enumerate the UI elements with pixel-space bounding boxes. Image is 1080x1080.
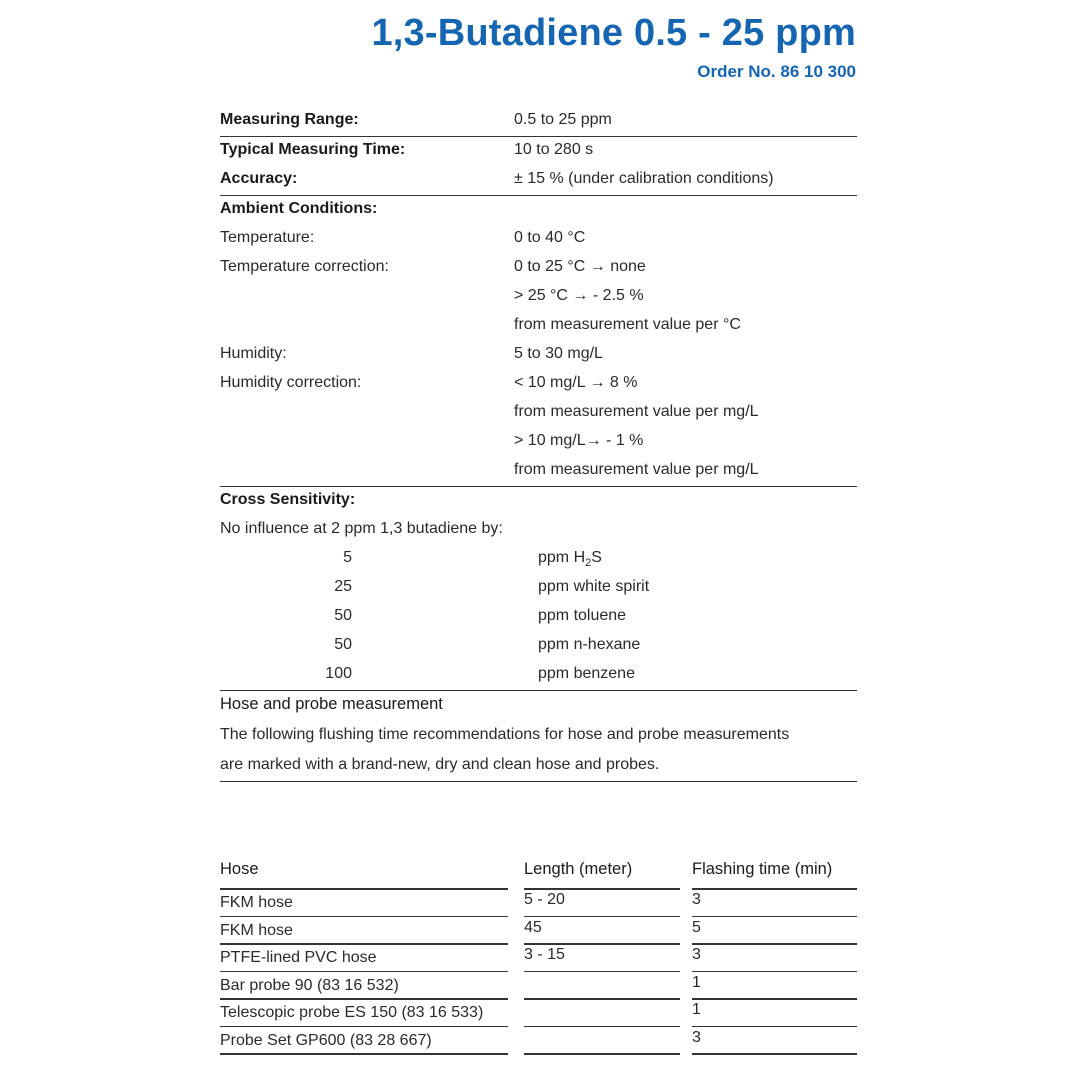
- spec-value: from measurement value per mg/L: [514, 461, 759, 478]
- table-cell-length: 5 - 20: [524, 891, 565, 908]
- cross-amount: 50: [334, 636, 352, 653]
- cross-unit: ppm: [538, 607, 570, 624]
- table-row-rule: [524, 1053, 680, 1055]
- table-row-rule: [692, 916, 857, 918]
- cross-item: [220, 632, 857, 661]
- spec-value: from measurement value per mg/L: [514, 403, 759, 420]
- table-cell-flashing-time: 1: [692, 1001, 701, 1018]
- table-cell-length: 45: [524, 918, 542, 936]
- spec-row-temp-correction: [220, 254, 857, 283]
- cross-amount: 25: [334, 578, 352, 595]
- hose-probe-paragraph: [220, 720, 857, 782]
- cross-substance: [538, 665, 635, 683]
- cross-item: [220, 545, 857, 574]
- table-row-rule: [692, 998, 857, 1000]
- spec-value: < 10 mg/L → 8 %: [514, 374, 638, 391]
- spec-value: 10 to 280 s: [514, 141, 594, 158]
- spec-value: from measurement value per °C: [514, 316, 741, 333]
- table-header-rule: [220, 888, 508, 890]
- spec-row-temp-correction-2: [220, 283, 857, 312]
- spec-row-humidity-correction-3: [220, 428, 857, 457]
- cross-item: [220, 661, 857, 691]
- spec-row-measuring-time: [220, 137, 857, 166]
- table-row-rule: [220, 998, 508, 1000]
- spec-value: 0 to 40 °C: [514, 229, 586, 246]
- cross-substance: [538, 607, 626, 625]
- cross-unit: ppm: [538, 549, 570, 566]
- table-row-rule: [692, 943, 857, 945]
- table-row-rule: [220, 943, 508, 945]
- paragraph-line: are marked with a brand-new, dry and clean hose and probes.: [220, 755, 660, 773]
- cross-amount: 5: [343, 549, 352, 566]
- cross-substance-name: white spirit: [573, 578, 650, 595]
- table-cell-flashing-time: 3: [692, 946, 701, 963]
- table-cell-flashing-time: 3: [692, 1028, 701, 1046]
- table-row-rule: [220, 1026, 508, 1028]
- spec-label: Measuring Range:: [220, 111, 359, 128]
- spec-row-humidity: [220, 341, 857, 370]
- cross-sensitivity-heading-row: [220, 487, 857, 516]
- hose-probe-heading-row: [220, 691, 857, 720]
- spec-row-humidity-correction: [220, 370, 857, 399]
- cross-amount: 50: [334, 607, 352, 624]
- cross-substance-subscript: 2: [585, 557, 592, 570]
- spec-row-accuracy: [220, 166, 857, 196]
- spec-value: 0.5 to 25 ppm: [514, 111, 612, 128]
- spec-label: Typical Measuring Time:: [220, 141, 406, 158]
- spec-value: 0 to 25 °C → none: [514, 258, 646, 275]
- cross-unit: ppm: [538, 636, 570, 653]
- spec-label: Humidity correction:: [220, 374, 362, 391]
- table-row-rule: [524, 916, 680, 918]
- cross-item: [220, 603, 857, 632]
- table-row-rule: [220, 1053, 508, 1055]
- spec-section: [220, 107, 857, 782]
- spec-label: Temperature correction:: [220, 258, 389, 275]
- cross-sensitivity-heading: Cross Sensitivity:: [220, 491, 356, 508]
- spec-row-measuring-range: [220, 107, 857, 137]
- table-cell-flashing-time: 1: [692, 973, 701, 991]
- table-row-rule: [692, 1026, 857, 1028]
- ambient-heading: Ambient Conditions:: [220, 200, 378, 217]
- spec-label: Accuracy:: [220, 170, 298, 187]
- cross-substance: [538, 549, 602, 569]
- spec-row-temp-correction-3: [220, 312, 857, 341]
- table-cell-hose: Telescopic probe ES 150 (83 16 533): [220, 1004, 484, 1021]
- cross-substance-prefix: H: [573, 549, 586, 566]
- table-cell-flashing-time: 5: [692, 918, 701, 936]
- paragraph-line: The following flushing time recommendations for hose and probe measurements: [220, 726, 790, 743]
- table-row-rule: [220, 916, 508, 918]
- cross-substance-name: n-hexane: [573, 636, 641, 653]
- page-title: 1,3-Butadiene 0.5 - 25 ppm: [371, 12, 856, 54]
- table-cell-hose: Bar probe 90 (83 16 532): [220, 976, 399, 994]
- spec-row-humidity-correction-2: [220, 399, 857, 428]
- table-cell-hose: PTFE-lined PVC hose: [220, 949, 377, 966]
- table-header-rule: [692, 888, 857, 890]
- table-row-rule: [524, 943, 680, 945]
- order-number: Order No. 86 10 300: [697, 62, 856, 81]
- table-cell-flashing-time: 3: [692, 891, 701, 908]
- table-cell-hose: FKM hose: [220, 894, 293, 911]
- table-header-length: Length (meter): [524, 860, 633, 878]
- table-cell-length: 3 - 15: [524, 946, 565, 963]
- table-row-rule: [692, 971, 857, 973]
- cross-substance: [538, 578, 649, 596]
- cross-unit: ppm: [538, 665, 570, 682]
- spec-value: ± 15 % (under calibration conditions): [514, 170, 774, 187]
- hose-probe-heading: Hose and probe measurement: [220, 695, 443, 713]
- spec-value: > 25 °C → - 2.5 %: [514, 287, 644, 304]
- table-row-rule: [220, 971, 508, 973]
- spec-value: 5 to 30 mg/L: [514, 345, 603, 362]
- spec-value: > 10 mg/L→ - 1 %: [514, 432, 644, 449]
- table-header-flashing-time: Flashing time (min): [692, 860, 833, 878]
- table-cell-hose: FKM hose: [220, 921, 293, 939]
- cross-item: [220, 574, 857, 603]
- spec-row-humidity-correction-4: [220, 457, 857, 487]
- spec-label: Temperature:: [220, 229, 315, 246]
- cross-sensitivity-intro-row: [220, 516, 857, 545]
- spec-row-temperature: [220, 225, 857, 254]
- table-cell-hose: Probe Set GP600 (83 28 667): [220, 1031, 432, 1049]
- table-header-rule: [524, 888, 680, 890]
- spec-label: Humidity:: [220, 345, 287, 362]
- cross-amount: 100: [325, 665, 352, 682]
- cross-sensitivity-intro: No influence at 2 ppm 1,3 butadiene by:: [220, 520, 503, 537]
- ambient-heading-row: [220, 196, 857, 225]
- table-row-rule: [524, 971, 680, 973]
- cross-substance-name: toluene: [573, 607, 627, 624]
- table-header-hose: Hose: [220, 860, 259, 878]
- table-row-rule: [524, 998, 680, 1000]
- cross-substance-suffix: S: [591, 549, 602, 566]
- cross-unit: ppm: [538, 578, 570, 595]
- table-row-rule: [692, 1053, 857, 1055]
- cross-substance-name: benzene: [573, 665, 635, 682]
- cross-substance: [538, 636, 640, 654]
- table-row-rule: [524, 1026, 680, 1028]
